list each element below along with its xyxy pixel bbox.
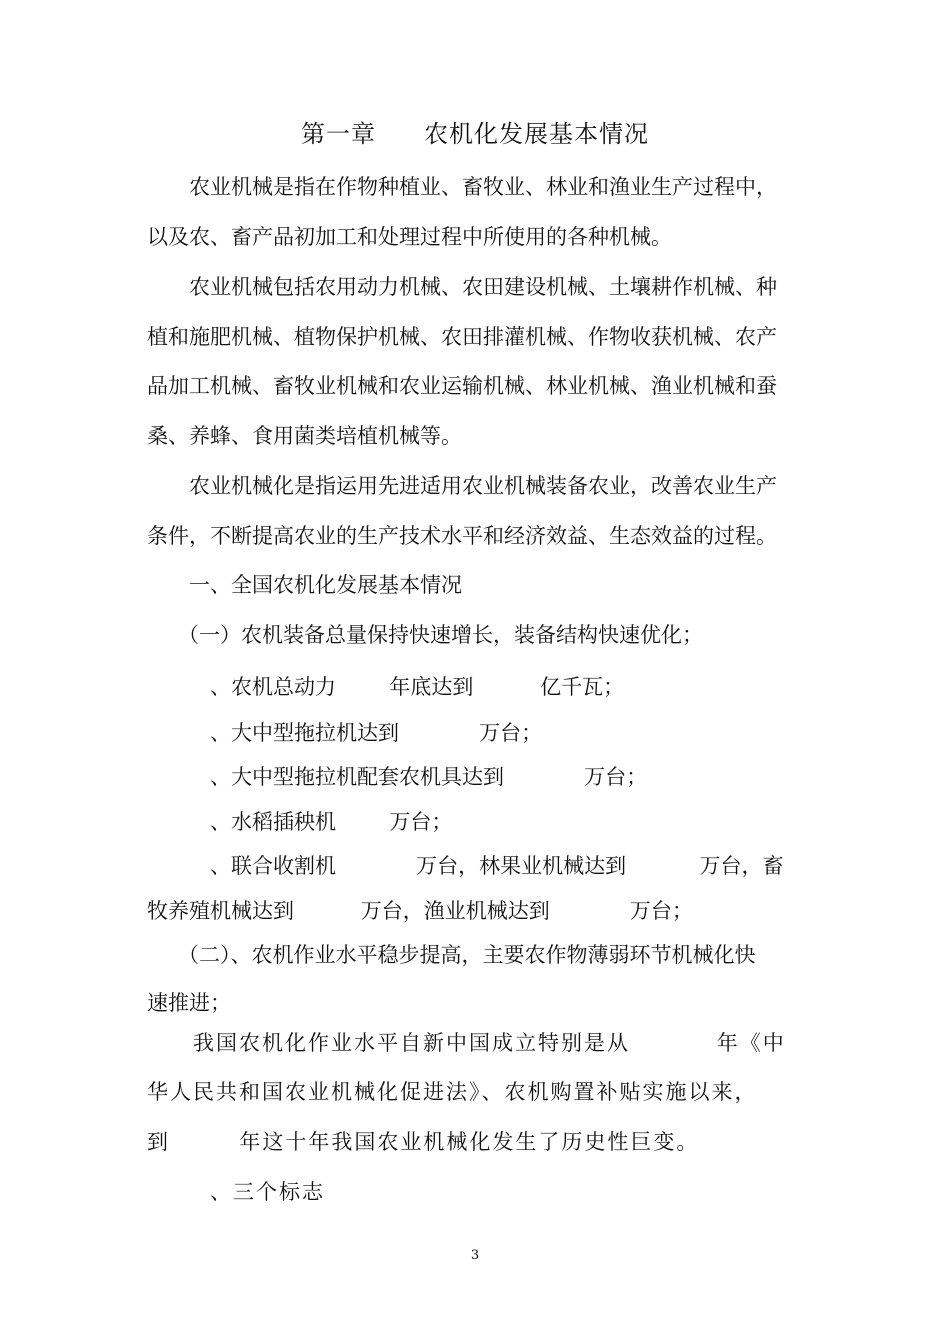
chapter-title [0,114,950,149]
paragraph-line: 农业机械包括农用动力机械、农田建设机械、土壤耕作机械、种 [189,275,777,299]
list-item: 、大中型拖拉机达到 万台； [210,721,543,745]
paragraph-line: 以及农、畜产品初加工和处理过程中所使用的各种机械。 [147,225,672,249]
list-item: 、农机总动力 年底达到 亿千瓦； [210,675,625,699]
chapter-number: 第一章 [301,120,376,148]
subsection-heading: 速推进； [147,991,231,1015]
list-item: 、水稻插秧机 万台； [210,810,453,834]
list-item: 、三个标志 [210,1180,325,1204]
paragraph-line: 品加工机械、畜牧业机械和农业运输机械、林业机械、渔业机械和蚕 [147,374,777,398]
page-number: 3 [470,1248,480,1263]
section-heading: 一、全国农机化发展基本情况 [189,573,462,597]
subsection-heading: （一）农机装备总量保持快速增长，装备结构快速优化； [178,623,703,647]
paragraph-line: 农业机械是指在作物种植业、畜牧业、林业和渔业生产过程中， [189,175,777,199]
chapter-heading: 农机化发展基本情况 [424,120,649,148]
paragraph-line: 我国农机化作业水平自新中国成立特别是从 年《中 [193,1031,786,1055]
list-item: 牧养殖机械达到 万台，渔业机械达到 万台； [147,899,693,923]
list-item: 、联合收割机 万台，林果业机械达到 万台，畜 [210,854,784,878]
paragraph-line: 植和施肥机械、植物保护机械、农田排灌机械、作物收获机械、农产 [147,325,777,349]
paragraph-line: 农业机械化是指运用先进适用农业机械装备农业，改善农业生产 [189,474,777,498]
paragraph-line: 条件，不断提高农业的生产技术水平和经济效益、生态效益的过程。 [147,524,777,548]
paragraph-line: 华人民共和国农业机械化促进法》、农机购置补贴实施以来， [147,1080,758,1104]
subsection-heading: （二）、农机作业水平稳步提高，主要农作物薄弱环节机械化快 [178,943,756,967]
list-item: 、大中型拖拉机配套农机具达到 万台； [210,765,648,789]
paragraph-line: 到 年这十年我国农业机械化发生了历史性巨变。 [147,1130,700,1154]
paragraph-line: 桑、养蜂、食用菌类培植机械等。 [147,424,462,448]
